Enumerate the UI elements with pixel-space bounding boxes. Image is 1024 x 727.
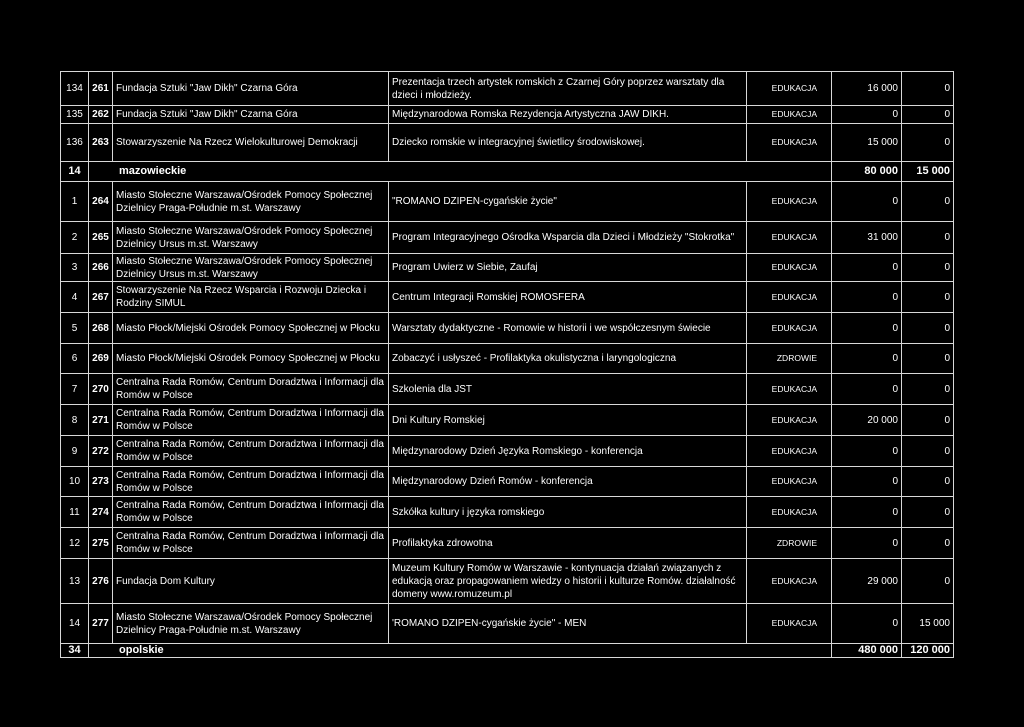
row-amount-2: 0 <box>902 72 954 106</box>
row-organization: Centralna Rada Romów, Centrum Doradztwa i Informacji dla Romów w Polsce <box>113 374 389 405</box>
row-task: Program Uwierz w Siebie, Zaufaj <box>389 254 747 282</box>
row-number: 265 <box>89 222 113 254</box>
row-task: Program Integracyjnego Ośrodka Wsparcia dla Dzieci i Młodzieży "Stokrotka" <box>389 222 747 254</box>
region-total-1: 480 000 <box>832 644 902 658</box>
row-category: EDUKACJA <box>747 559 832 604</box>
row-task: Centrum Integracji Romskiej ROMOSFERA <box>389 282 747 313</box>
table-row <box>61 497 954 528</box>
row-amount-2: 0 <box>902 467 954 497</box>
row-category: EDUKACJA <box>747 222 832 254</box>
row-amount-1: 0 <box>832 182 902 222</box>
row-lp: 12 <box>61 528 89 559</box>
row-organization: Stowarzyszenie Na Rzecz Wielokulturowej Demokracji <box>113 124 389 162</box>
row-lp: 6 <box>61 344 89 374</box>
row-amount-1: 0 <box>832 467 902 497</box>
row-category: EDUKACJA <box>747 497 832 528</box>
row-amount-2: 0 <box>902 182 954 222</box>
row-task: Muzeum Kultury Romów w Warszawie - kontynuacja działań związanych z edukacją oraz propagowaniem wiedzy o historii i kulturze Romów. działalność domeny www.romuzeum.pl <box>389 559 747 604</box>
row-number: 261 <box>89 72 113 106</box>
row-amount-2: 0 <box>902 313 954 344</box>
row-task: "ROMANO DZIPEN-cygańskie życie" <box>389 182 747 222</box>
row-amount-1: 0 <box>832 528 902 559</box>
row-number: 273 <box>89 467 113 497</box>
row-amount-2: 15 000 <box>902 604 954 644</box>
region-total-2: 15 000 <box>902 162 954 182</box>
row-amount-1: 0 <box>832 313 902 344</box>
table-row <box>61 254 954 282</box>
row-category: EDUKACJA <box>747 124 832 162</box>
row-number: 274 <box>89 497 113 528</box>
row-number: 263 <box>89 124 113 162</box>
row-lp: 2 <box>61 222 89 254</box>
row-amount-1: 0 <box>832 344 902 374</box>
row-task: Szkolenia dla JST <box>389 374 747 405</box>
row-amount-2: 0 <box>902 124 954 162</box>
row-task: 'ROMANO DZIPEN-cygańskie życie" - MEN <box>389 604 747 644</box>
row-task: Prezentacja trzech artystek romskich z Czarnej Góry poprzez warsztaty dla dzieci i młodzieży. <box>389 72 747 106</box>
row-organization: Miasto Płock/Miejski Ośrodek Pomocy Społecznej w Płocku <box>113 344 389 374</box>
row-amount-2: 0 <box>902 374 954 405</box>
row-organization: Fundacja Sztuki "Jaw Dikh" Czarna Góra <box>113 72 389 106</box>
row-category: ZDROWIE <box>747 528 832 559</box>
region-total-2: 120 000 <box>902 644 954 658</box>
row-number: 272 <box>89 436 113 467</box>
row-organization: Miasto Stołeczne Warszawa/Ośrodek Pomocy Społecznej Dzielnicy Praga-Południe m.st. Warszawy <box>113 604 389 644</box>
row-amount-1: 0 <box>832 497 902 528</box>
region-name: opolskie <box>89 644 832 658</box>
row-category: EDUKACJA <box>747 374 832 405</box>
row-lp: 7 <box>61 374 89 405</box>
row-number: 267 <box>89 282 113 313</box>
row-organization: Centralna Rada Romów, Centrum Doradztwa i Informacji dla Romów w Polsce <box>113 497 389 528</box>
row-lp: 8 <box>61 405 89 436</box>
row-category: EDUKACJA <box>747 72 832 106</box>
row-task: Zobaczyć i usłyszeć - Profilaktyka okulistyczna i laryngologiczna <box>389 344 747 374</box>
row-organization: Stowarzyszenie Na Rzecz Wsparcia i Rozwoju Dziecka i Rodziny SIMUL <box>113 282 389 313</box>
row-number: 262 <box>89 106 113 124</box>
row-amount-2: 0 <box>902 497 954 528</box>
row-task: Międzynarodowy Dzień Romów - konferencja <box>389 467 747 497</box>
table-row <box>61 106 954 124</box>
row-category: EDUKACJA <box>747 467 832 497</box>
row-organization: Miasto Stołeczne Warszawa/Ośrodek Pomocy Społecznej Dzielnicy Ursus m.st. Warszawy <box>113 222 389 254</box>
row-task: Dni Kultury Romskiej <box>389 405 747 436</box>
row-organization: Centralna Rada Romów, Centrum Doradztwa i Informacji dla Romów w Polsce <box>113 436 389 467</box>
row-number: 268 <box>89 313 113 344</box>
row-number: 276 <box>89 559 113 604</box>
row-amount-2: 0 <box>902 282 954 313</box>
row-amount-2: 0 <box>902 559 954 604</box>
table-row <box>61 604 954 644</box>
row-amount-1: 0 <box>832 282 902 313</box>
row-number: 277 <box>89 604 113 644</box>
row-lp: 10 <box>61 467 89 497</box>
row-amount-2: 0 <box>902 254 954 282</box>
row-organization: Centralna Rada Romów, Centrum Doradztwa i Informacji dla Romów w Polsce <box>113 467 389 497</box>
table-row <box>61 72 954 106</box>
row-task: Międzynarodowa Romska Rezydencja Artystyczna JAW DIKH. <box>389 106 747 124</box>
region-total-1: 80 000 <box>832 162 902 182</box>
table-row <box>61 124 954 162</box>
row-amount-1: 0 <box>832 106 902 124</box>
table-row <box>61 222 954 254</box>
row-category: EDUKACJA <box>747 106 832 124</box>
row-number: 271 <box>89 405 113 436</box>
row-number: 266 <box>89 254 113 282</box>
table-section-top <box>61 72 954 162</box>
table-row <box>61 182 954 222</box>
table-row <box>61 436 954 467</box>
row-number: 275 <box>89 528 113 559</box>
row-organization: Miasto Stołeczne Warszawa/Ośrodek Pomocy Społecznej Dzielnicy Praga-Południe m.st. Warszawy <box>113 182 389 222</box>
row-amount-1: 15 000 <box>832 124 902 162</box>
row-task: Szkółka kultury i języka romskiego <box>389 497 747 528</box>
row-amount-1: 0 <box>832 604 902 644</box>
table-row <box>61 405 954 436</box>
grant-table <box>60 71 953 658</box>
row-amount-2: 0 <box>902 436 954 467</box>
region-row-mazowieckie <box>61 162 954 182</box>
table-row <box>61 282 954 313</box>
row-lp: 134 <box>61 72 89 106</box>
row-amount-2: 0 <box>902 344 954 374</box>
row-category: EDUKACJA <box>747 254 832 282</box>
row-task: Warsztaty dydaktyczne - Romowie w historii i we współczesnym świecie <box>389 313 747 344</box>
table-row <box>61 559 954 604</box>
row-amount-1: 0 <box>832 374 902 405</box>
row-amount-1: 29 000 <box>832 559 902 604</box>
table-row <box>61 313 954 344</box>
row-lp: 4 <box>61 282 89 313</box>
row-number: 270 <box>89 374 113 405</box>
table-row <box>61 344 954 374</box>
row-amount-1: 31 000 <box>832 222 902 254</box>
row-category: EDUKACJA <box>747 282 832 313</box>
row-amount-2: 0 <box>902 528 954 559</box>
row-task: Dziecko romskie w integracyjnej świetlicy środowiskowej. <box>389 124 747 162</box>
row-amount-1: 0 <box>832 436 902 467</box>
row-category: EDUKACJA <box>747 436 832 467</box>
table-section-mazowieckie <box>61 182 954 644</box>
row-amount-2: 0 <box>902 222 954 254</box>
row-organization: Centralna Rada Romów, Centrum Doradztwa i Informacji dla Romów w Polsce <box>113 405 389 436</box>
row-number: 264 <box>89 182 113 222</box>
row-category: EDUKACJA <box>747 604 832 644</box>
row-lp: 135 <box>61 106 89 124</box>
row-task: Profilaktyka zdrowotna <box>389 528 747 559</box>
row-organization: Fundacja Dom Kultury <box>113 559 389 604</box>
table-row <box>61 528 954 559</box>
region-count: 34 <box>61 644 89 658</box>
region-row-opolskie <box>61 644 954 658</box>
region-name: mazowieckie <box>89 162 832 182</box>
row-organization: Centralna Rada Romów, Centrum Doradztwa i Informacji dla Romów w Polsce <box>113 528 389 559</box>
row-lp: 5 <box>61 313 89 344</box>
row-amount-1: 16 000 <box>832 72 902 106</box>
row-lp: 14 <box>61 604 89 644</box>
row-category: EDUKACJA <box>747 313 832 344</box>
row-amount-2: 0 <box>902 405 954 436</box>
row-organization: Miasto Płock/Miejski Ośrodek Pomocy Społecznej w Płocku <box>113 313 389 344</box>
table-row <box>61 467 954 497</box>
row-amount-2: 0 <box>902 106 954 124</box>
row-organization: Fundacja Sztuki "Jaw Dikh" Czarna Góra <box>113 106 389 124</box>
region-count: 14 <box>61 162 89 182</box>
row-category: EDUKACJA <box>747 182 832 222</box>
row-category: EDUKACJA <box>747 405 832 436</box>
row-lp: 3 <box>61 254 89 282</box>
row-category: ZDROWIE <box>747 344 832 374</box>
row-amount-1: 0 <box>832 254 902 282</box>
row-lp: 1 <box>61 182 89 222</box>
row-lp: 11 <box>61 497 89 528</box>
row-lp: 13 <box>61 559 89 604</box>
row-number: 269 <box>89 344 113 374</box>
row-lp: 9 <box>61 436 89 467</box>
row-task: Międzynarodowy Dzień Języka Romskiego - konferencja <box>389 436 747 467</box>
row-amount-1: 20 000 <box>832 405 902 436</box>
row-organization: Miasto Stołeczne Warszawa/Ośrodek Pomocy Społecznej Dzielnicy Ursus m.st. Warszawy <box>113 254 389 282</box>
table-row <box>61 374 954 405</box>
row-lp: 136 <box>61 124 89 162</box>
